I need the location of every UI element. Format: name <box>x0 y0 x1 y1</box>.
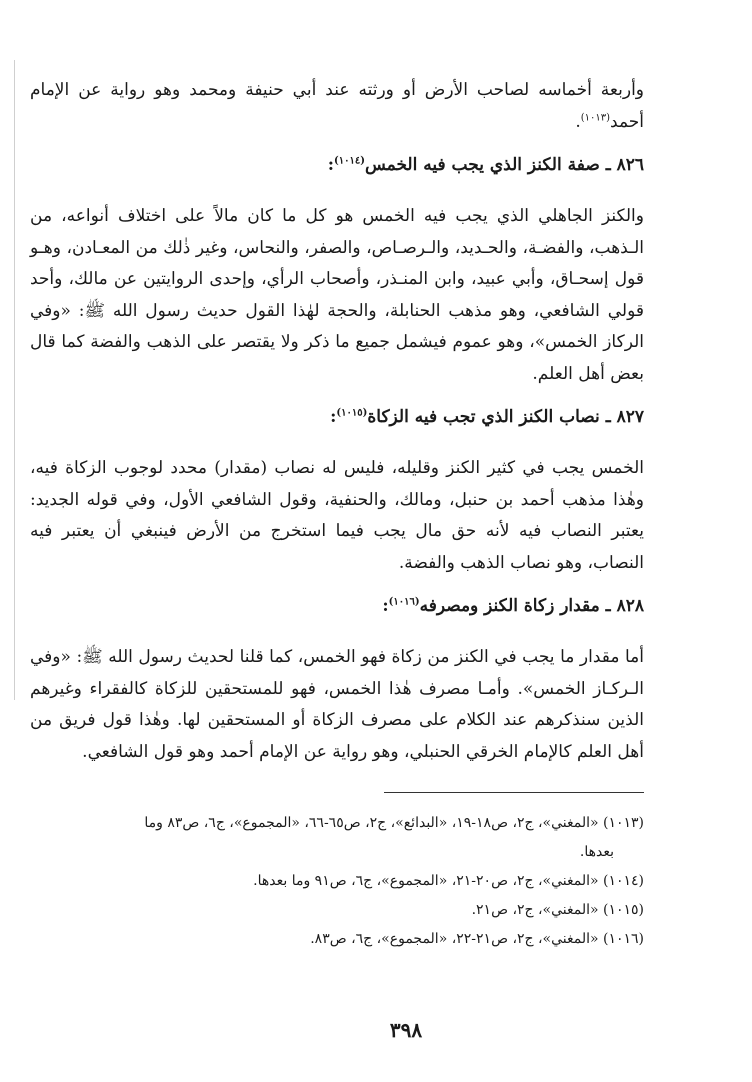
intro-paragraph: وأربعة أخماسه لصاحب الأرض أو ورثته عند أبي حنيفة ومحمد وهو رواية عن الإمام أحمد$^{(١٠١٣)}$. <box>30 80 644 132</box>
section-body-827: الخمس يجب في كثير الكنز وقليله، فليس له نصاب (مقدار) محدد لوجوب الزكاة فيه، وهٰذا مذهب أحمد بن حنبل، ومالك، والحنفية، وقول الشافعي الأول، وفي قوله الجديد: يعتبر النصاب فيه لأنه حق مال يجب فيما استخرج من الأرض فينبغي أن يعتبر فيه النصاب، وهو نصاب الذهب والفضة. <box>30 458 644 573</box>
heading-text: ٨٢٨ ـ مقدار زكاة الكنز ومصرفه <box>419 596 644 616</box>
section-heading-828: ٨٢٨ ـ مقدار زكاة الكنز ومصرفه$^{(١٠١٦)}$: <box>382 596 644 616</box>
footnote-1014: (١٠١٤) «المغني»، ج٢، ص٢٠-٢١، «المجموع»، ج٦، ص٩١ وما بعدها. <box>253 873 644 889</box>
page-number: ٣٩٨ <box>389 1018 423 1042</box>
intro-text: وأربعة أخماسه لصاحب الأرض أو ورثته عند أبي حنيفة ومحمد وهو رواية عن الإمام أحمد <box>30 80 644 132</box>
scan-margin-line <box>14 60 15 700</box>
footnote-ref-1013: (١٠١٣) <box>580 111 611 123</box>
footnote-1013: (١٠١٣) «المغني»، ج٢، ص١٨-١٩، «البدائع»، ج٢، ص٦٥-٦٦، «المجموع»، ج٦، ص٨٣ وما <box>144 815 644 831</box>
footnote-1013-continued: بعدها. <box>579 844 614 860</box>
footnote-ref-1014: (١٠١٤) <box>334 155 365 167</box>
footnote-1015: (١٠١٥) «المغني»، ج٢، ص٢١. <box>471 902 644 918</box>
heading-text: ٨٢٦ ـ صفة الكنز الذي يجب فيه الخمس <box>364 155 644 175</box>
footnote-ref-1015: (١٠١٥) <box>336 407 368 419</box>
footnotes <box>30 809 644 954</box>
footnote-ref-1016: (١٠١٦) <box>388 596 420 608</box>
section-body-826: والكنز الجاهلي الذي يجب فيه الخمس هو كل ما كان مالاً على اختلاف أنواعه، من الـذهب، والفضـة، والحـديد، والـرصـاص، والصفر، والنحاس، وغير ذٰلك من المعـادن، وهـو قول إسحـاق، وأبي عبيد، وابن المنـذر، وأصحاب الرأي، وإحدى الروايتين عن مالك، وأحد قولي الشافعي، وهو مذهب الحنابلة، والحجة لهٰذا القول حديث رسول الله ﷺ: «وفي الركاز الخمس»، وهو عموم فيشمل جميع ما ذكر ولا يقتصر على الذهب والفضة كما قال بعض أهل العلم. <box>30 206 644 384</box>
footnote-separator <box>384 792 644 793</box>
section-heading-827: ٨٢٧ ـ نصاب الكنز الذي تجب فيه الزكاة$^{(١٠١٥)}$: <box>330 407 644 427</box>
section-heading-826: ٨٢٦ ـ صفة الكنز الذي يجب فيه الخمس$^{(١٠١٤)}$: <box>327 155 644 175</box>
book-page <box>30 75 644 954</box>
footnote-1016: (١٠١٦) «المغني»، ج٢، ص٢١-٢٢، «المجموع»، ج٦، ص٨٣. <box>310 931 644 947</box>
section-body-828: أما مقدار ما يجب في الكنز من زكاة فهو الخمس، كما قلنا لحديث رسول الله ﷺ: «وفي الـركـاز الخمس». وأمـا مصرف هٰذا الخمس، فهو للمستحقين للزكاة كالفقراء وغيرهم الذين سنذكرهم عند الكلام على مصرف الزكاة أو المستحقين لها. وهٰذا قول فريق من أهل العلم كالإمام الخرقي الحنبلي، وهو رواية عن الإمام أحمد وهو قول الشافعي. <box>30 647 644 762</box>
heading-text: ٨٢٧ ـ نصاب الكنز الذي تجب فيه الزكاة <box>367 407 644 427</box>
footnote-separator-wrap <box>30 792 644 793</box>
